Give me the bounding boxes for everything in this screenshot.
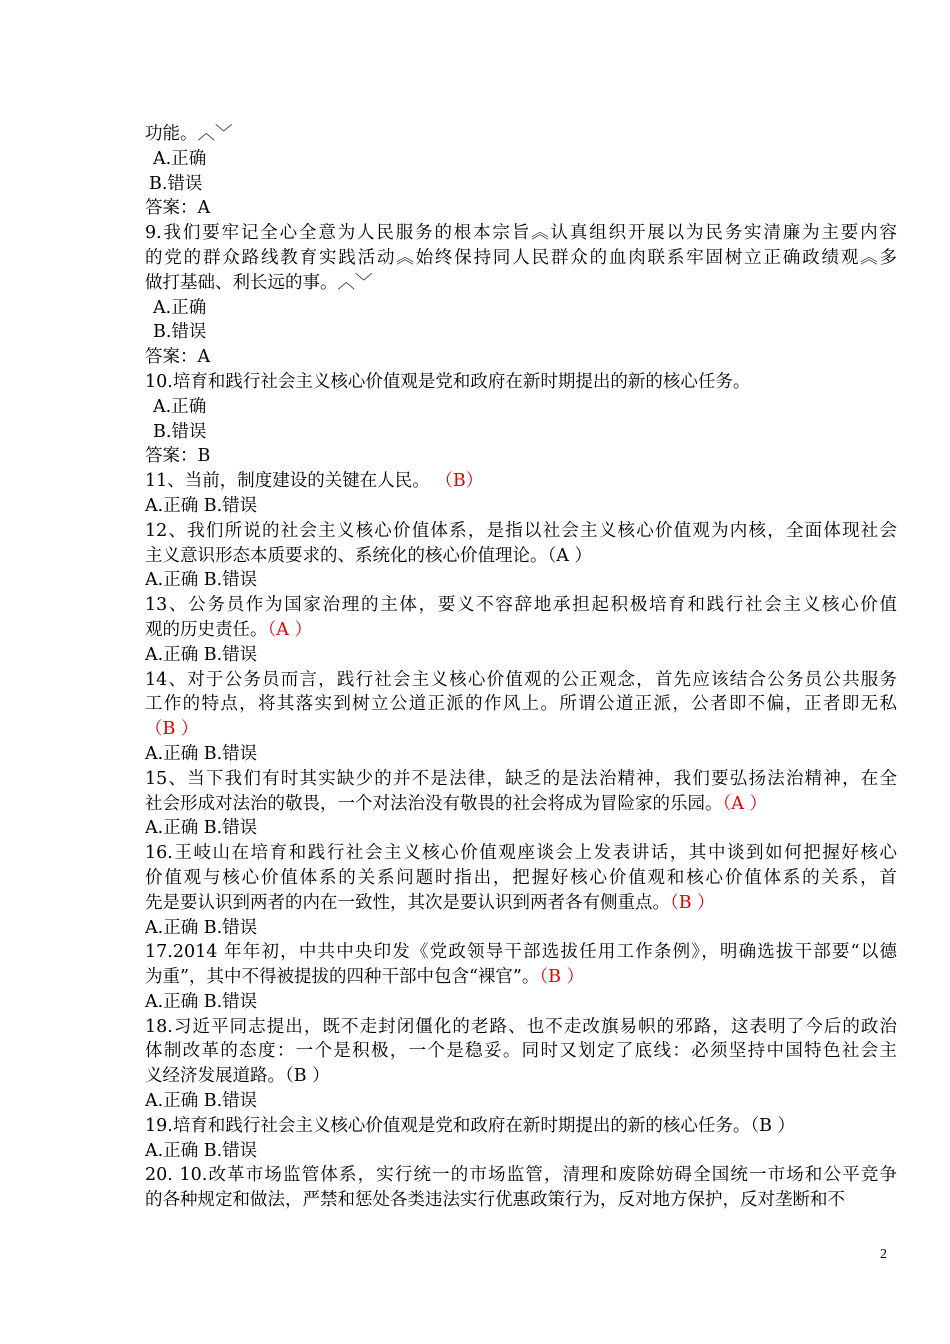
text-run: B.错误 [153,322,207,343]
block-q14 [145,668,897,742]
text-line [145,395,897,420]
answer-mark: （A ） [267,619,312,640]
text-run: A.正确 B.错误 [145,917,258,938]
block-q13 [145,593,897,643]
answer-mark: （B ） [539,967,585,988]
text-run: A.正确 B.错误 [145,495,258,516]
text-line [145,370,897,395]
block-opt-b-1 [145,172,897,197]
answer-mark: （B ） [670,892,715,913]
block-opts-16 [145,916,897,941]
block-cont [145,122,897,147]
text-run: 16.王岐山在培育和践行社会主义核心价值观座谈会上发表讲话，其中谈到如何把握好核心 [145,843,897,864]
text-run: 主义意识形态本质要求的、系统化的核心价值理论。（A ） [145,545,592,566]
text-line [145,420,897,445]
text-run: 功能。︿﹀ [145,124,233,144]
text-line [145,122,897,147]
text-line [145,172,897,197]
page-number: 2 [880,1247,887,1262]
block-opts-18 [145,1089,897,1114]
block-opts-14 [145,742,897,767]
text-line [145,717,897,742]
text-run: 的各种规定和做法，严禁和惩处各类违法实行优惠政策行为，反对地方保护，反对垄断和不 [145,1190,845,1211]
text-run: 答案：A [145,198,211,219]
text-line [145,568,897,593]
block-ans-3 [145,444,897,469]
text-run: A.正确 B.错误 [145,743,258,764]
text-run: A.正确 [153,297,207,318]
text-line [145,742,897,767]
text-run: 答案：A [145,347,211,368]
text-line [145,643,897,668]
text-run: 答案：B [145,446,211,467]
block-opts-11 [145,494,897,519]
block-opts-12 [145,568,897,593]
text-run: A.正确 B.错误 [145,818,258,839]
text-line [145,668,897,693]
block-q12 [145,519,897,569]
text-line [145,866,897,891]
text-run: A.正确 [153,396,207,417]
text-run: 价值观与核心价值体系的关系问题时指出，把握好核心价值观和核心价值体系的关系，首 [145,867,897,888]
block-q10 [145,370,897,395]
text-line [145,990,897,1015]
text-run: A.正确 B.错误 [145,570,258,591]
text-run: A.正确 [153,148,207,169]
block-q18 [145,1015,897,1089]
text-line [145,221,897,246]
text-line [145,494,897,519]
answer-mark: （B） [435,471,484,492]
text-line [145,444,897,469]
block-q9 [145,221,897,295]
text-run: B.错误 [149,173,203,194]
text-line [145,271,897,296]
text-run: 义经济发展道路。（B ） [145,1066,330,1087]
text-run: 工作的特点，将其落实到树立公道正派的作风上。所谓公道正派，公者即不偏，正者即无私 [145,694,897,715]
block-opt-a-1 [145,147,897,172]
block-opts-19 [145,1139,897,1164]
text-run: A.正确 B.错误 [145,644,258,665]
text-line [145,618,897,643]
answer-mark: （B ） [145,719,199,740]
block-q19 [145,1114,897,1139]
block-q20 [145,1163,897,1213]
text-line [145,296,897,321]
text-line [145,792,897,817]
text-line [145,320,897,345]
block-ans-2 [145,345,897,370]
text-run: 先是要认识到两者的内在一致性，其次是要认识到两者各有侧重点。 [145,892,670,913]
block-opt-b-2 [145,320,897,345]
text-run: 15、当下我们有时其实缺少的并不是法律，缺乏的是法治精神，我们要弘扬法治精神，在全 [145,768,897,789]
text-line [145,1039,897,1064]
text-line [145,1114,897,1139]
text-line [145,841,897,866]
text-line [145,246,897,271]
text-run: B.错误 [153,421,207,442]
block-q17 [145,940,897,990]
text-line [145,1089,897,1114]
block-opt-a-2 [145,296,897,321]
text-run: 体制改革的态度：一个是积极，一个是稳妥。同时又划定了底线：必须坚持中国特色社会主 [145,1041,897,1062]
text-line [145,1188,897,1213]
block-opts-15 [145,816,897,841]
text-line [145,544,897,569]
text-line [145,1064,897,1089]
block-q15 [145,767,897,817]
block-opt-a-3 [145,395,897,420]
block-q11 [145,469,897,494]
text-run: 观的历史责任。 [145,619,268,640]
text-run: 为重”，其中不得被提拔的四种干部中包含“裸官”。 [145,967,540,988]
text-line [145,1163,897,1188]
block-opts-13 [145,643,897,668]
text-line [145,816,897,841]
text-line [145,692,897,717]
text-run: A.正确 B.错误 [145,1091,258,1112]
text-line [145,196,897,221]
text-run: 12、我们所说的社会主义核心价值体系，是指以社会主义核心价值观为内核，全面体现社会 [145,520,897,541]
text-run: 18.习近平同志提出，既不走封闭僵化的老路、也不走改旗易帜的邪路，这表明了今后的政治 [145,1016,897,1037]
document-body [145,122,897,1213]
text-run: 20. 10.改革市场监管体系，实行统一的市场监管，清理和废除妨碍全国统一市场和公平竞争 [145,1165,897,1186]
text-run: 17.2014 年年初，中共中央印发《党政领导干部选拔任用工作条例》，明确选拔干部要“以德 [145,942,897,963]
block-opts-17 [145,990,897,1015]
text-line [145,940,897,965]
text-run: 13、公务员作为国家治理的主体，要义不容辞地承担起积极培育和践行社会主义核心价值 [145,595,897,616]
text-line [145,469,897,494]
text-line [145,965,897,990]
text-run: 社会形成对法治的敬畏，一个对法治没有敬畏的社会将成为冒险家的乐园。 [145,793,723,814]
text-run: 10.培育和践行社会主义核心价值观是党和政府在新时期提出的新的核心任务。 [145,371,751,392]
block-q16 [145,841,897,915]
text-line [145,1139,897,1164]
text-run: 14、对于公务员而言，践行社会主义核心价值观的公正观念，首先应该结合公务员公共服务 [145,669,897,690]
text-line [145,147,897,172]
text-line [145,1015,897,1040]
answer-mark: （A ） [722,793,767,814]
text-line [145,519,897,544]
text-run: 做打基础、利长远的事。︿﹀ [145,272,373,293]
text-run: 19.培育和践行社会主义核心价值观是党和政府在新时期提出的新的核心任务。（B ） [145,1115,796,1136]
text-line [145,593,897,618]
block-opt-b-3 [145,420,897,445]
text-line [145,916,897,941]
text-line [145,767,897,792]
block-ans-1 [145,196,897,221]
text-run: 的党的群众路线教育实践活动︽始终保持同人民群众的血肉联系牢固树立正确政绩观︽多 [145,247,897,268]
text-run: A.正确 B.错误 [145,1140,258,1161]
text-run: 11、当前，制度建设的关键在人民。 [145,471,436,492]
text-line [145,345,897,370]
text-run: 9.我们要牢记全心全意为人民服务的根本宗旨︽认真组织开展以为民务实清廉为主要内容 [145,223,897,244]
text-run: A.正确 B.错误 [145,991,258,1012]
text-line [145,891,897,916]
